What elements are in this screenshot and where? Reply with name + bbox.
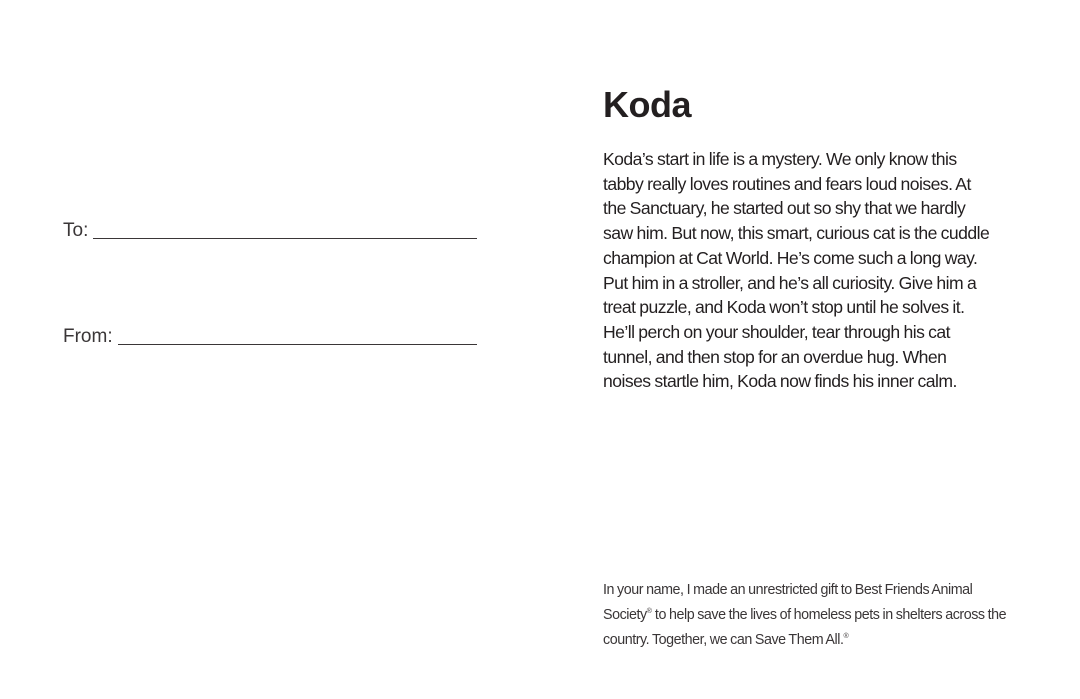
pet-name-title: Koda: [603, 84, 691, 125]
to-field: [63, 214, 477, 242]
gift-note-part1: In your name, I made an unrestricted gift to Best Friends Animal Society: [603, 582, 973, 624]
from-field: [63, 320, 477, 348]
from-line[interactable]: [118, 344, 477, 345]
from-label: From:: [63, 326, 113, 347]
to-line[interactable]: [93, 238, 477, 239]
gift-note-part2: to help save the lives of homeless pets in shelters across the country. Together, we can Save Them All.: [603, 607, 1007, 649]
recipient-fields: [63, 214, 477, 348]
gift-note: [603, 580, 1023, 652]
registered-mark: ®: [843, 633, 849, 641]
pet-bio: Koda’s start in life is a mystery. We only know this tabby really loves routines and fears loud noises. At the Sanctuary, he started out so shy that we hardly saw him. But now, this smart, curious cat is the cuddle champion at Cat World. He’s come such a long way. Put him in a stroller, and he’s all curiosity. Give him a treat puzzle, and Koda won’t stop until he solves it. He’ll perch on your shoulder, tear through his cat tunnel, and then stop for an overdue hug. When noises startle him, Koda now finds his inner calm.: [603, 149, 990, 392]
to-label: To:: [63, 220, 89, 241]
pet-profile: [603, 84, 993, 412]
registered-mark: ®: [646, 608, 652, 616]
